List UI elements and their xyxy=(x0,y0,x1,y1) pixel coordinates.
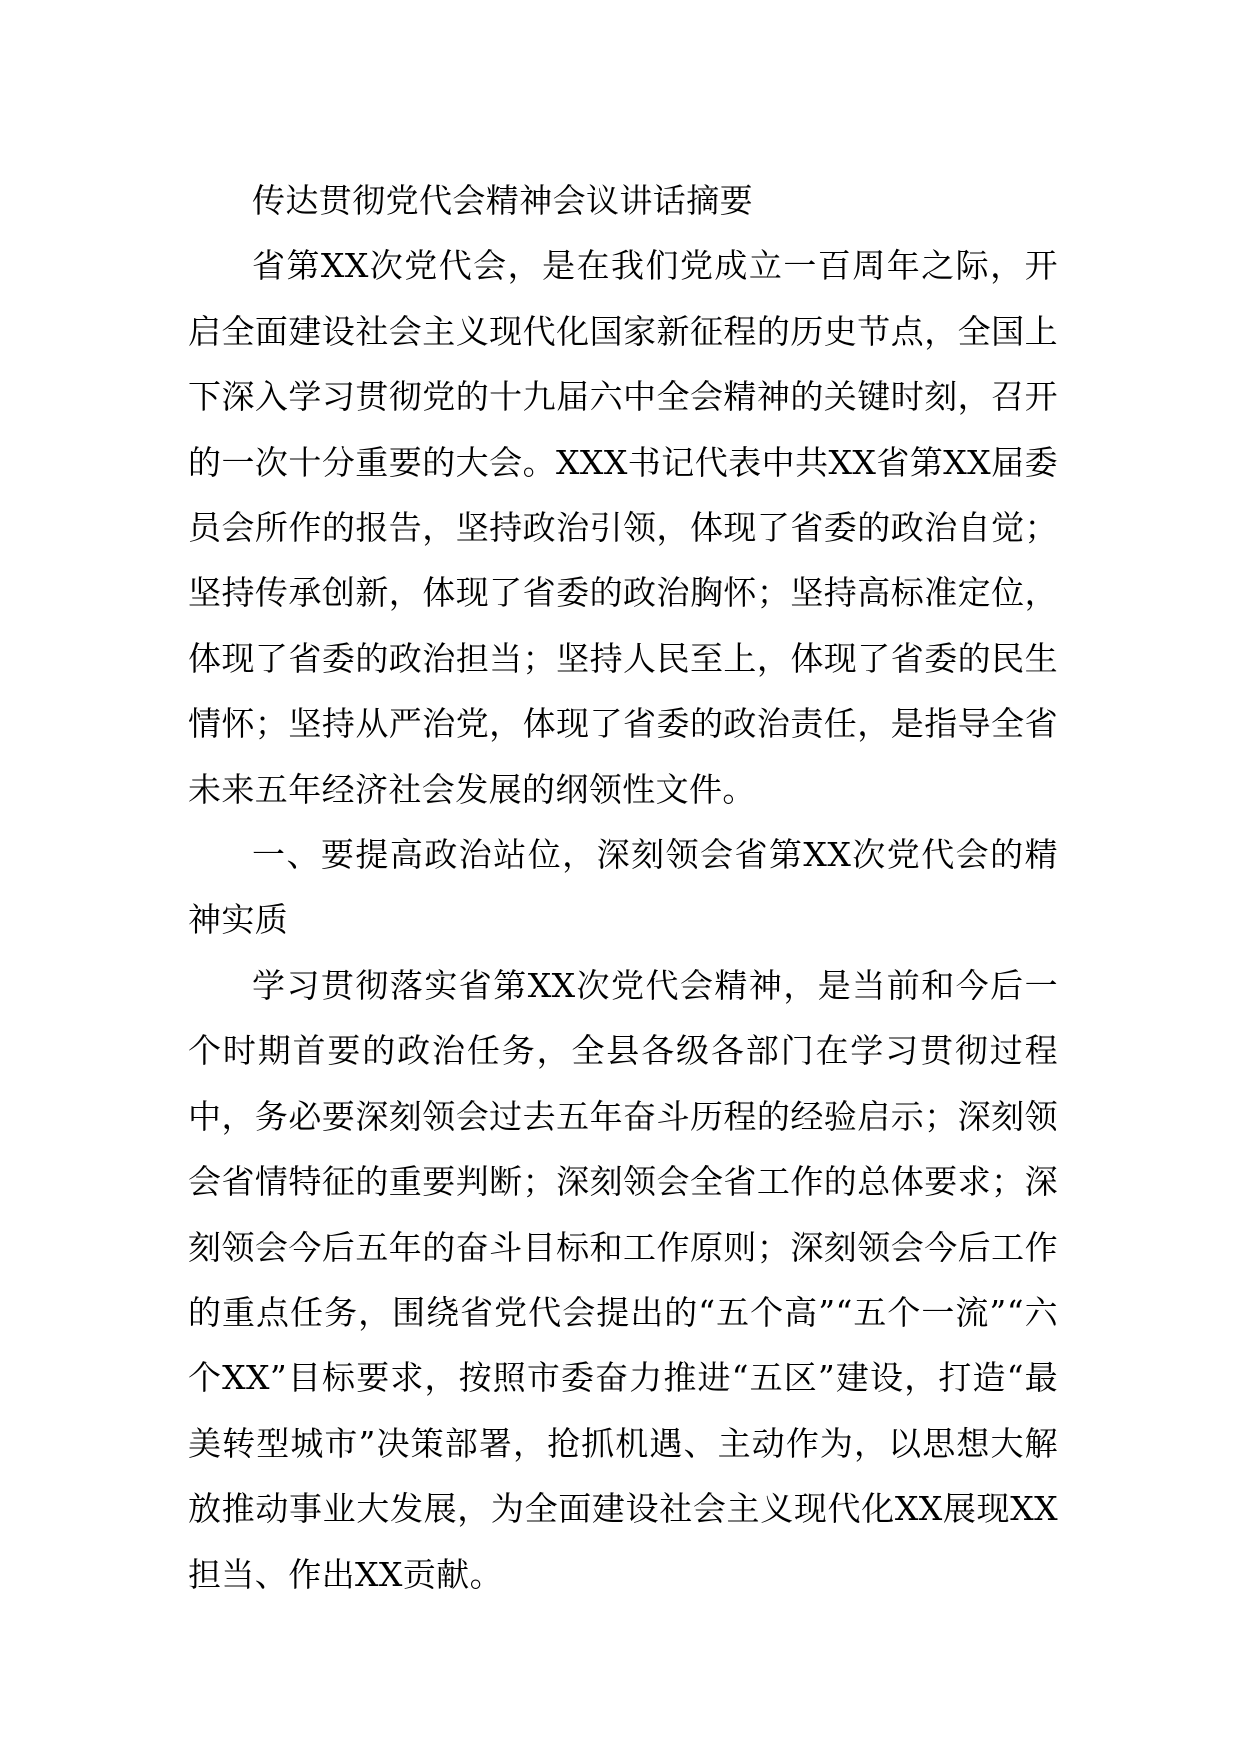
document-title: 传达贯彻党代会精神会议讲话摘要 xyxy=(252,181,753,220)
paragraph-intro: 省第XX次党代会，是在我们党成立一百周年之际，开启全面建设社会主义现代化国家新征程的历史节点，全国上下深入学习贯彻党的十九届六中全会精神的关键时刻，召开的一次十分重要的大会。XXX书记代表中共XX省第XX届委员会所作的报告，坚持政治引领，体现了省委的政治自觉；坚持传承创新，体现了省委的政治胸怀；坚持高标准定位，体现了省委的政治担当；坚持人民至上，体现了省委的民生情怀；坚持从严治党，体现了省委的政治责任，是指导全省未来五年经济社会发展的纲领性文件。 xyxy=(188,246,1058,809)
paragraph-section-1: 学习贯彻落实省第XX次党代会精神，是当前和今后一个时期首要的政治任务，全县各级各部门在学习贯彻过程中，务必要深刻领会过去五年奋斗历程的经验启示；深刻领会省情特征的重要判断；深刻领会全省工作的总体要求；深刻领会今后五年的奋斗目标和工作原则；深刻领会今后工作的重点任务，围绕省党代会提出的“五个高”“五个一流”“六个XX”目标要求，按照市委奋力推进“五区”建设，打造“最美转型城市”决策部署，抢抓机遇、主动作为，以思想大解放推动事业大发展，为全面建设社会主义现代化XX展现XX担当、作出XX贡献。 xyxy=(188,965,1058,1594)
section-heading-1: 一、要提高政治站位，深刻领会省第XX次党代会的精神实质 xyxy=(188,835,1058,940)
document-page xyxy=(188,168,1058,1607)
